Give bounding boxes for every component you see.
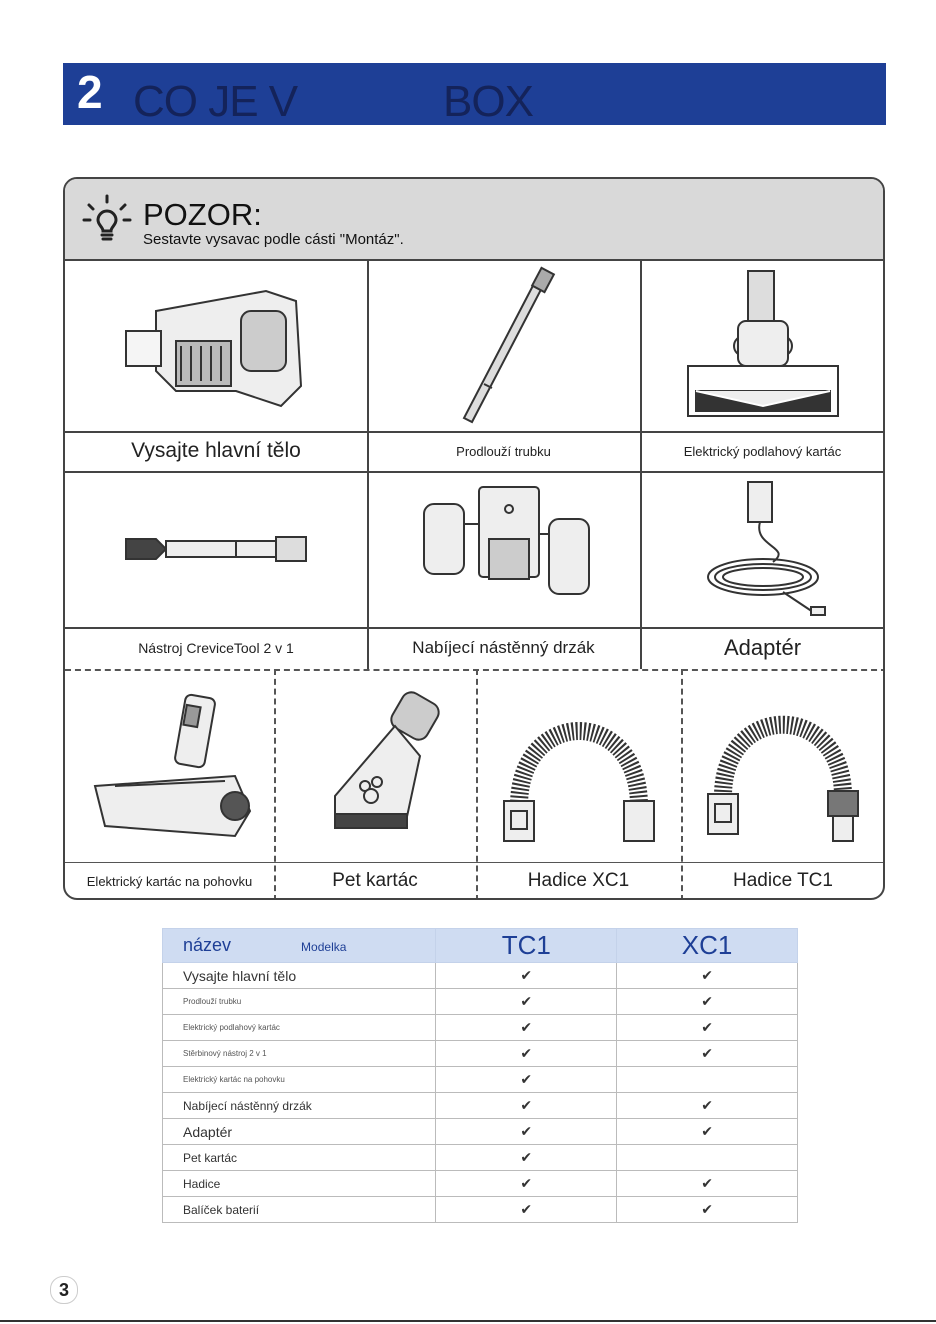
table-row	[163, 1145, 798, 1171]
table-row	[163, 1041, 798, 1067]
table-header-row	[163, 929, 798, 963]
extension-tube-icon	[367, 261, 640, 431]
section-banner	[63, 63, 886, 125]
row-name: Adaptér	[163, 1119, 436, 1145]
section-title-part2: BOX	[443, 77, 533, 126]
table-row	[163, 1197, 798, 1223]
table-row	[163, 1119, 798, 1145]
page-number: 3	[50, 1276, 78, 1304]
item-label: Prodlouží trubku	[456, 443, 551, 459]
check-xc1: ✔	[617, 963, 798, 989]
check-tc1: ✔	[436, 963, 617, 989]
section-title-part1: CO JE V	[133, 77, 298, 126]
check-tc1: ✔	[436, 1119, 617, 1145]
row-name: Hadice	[163, 1171, 436, 1197]
check-xc1: ✔	[617, 1171, 798, 1197]
check-xc1	[617, 1067, 798, 1093]
hose-tc1-icon	[681, 669, 885, 862]
notice-title: POZOR:	[143, 197, 262, 232]
row-name: Balíček baterií	[163, 1197, 436, 1223]
item-label: Nabíjecí nástěnný drzák	[412, 638, 595, 657]
notice-text: Sestavte vysavac podle cásti "Montáz".	[143, 231, 404, 248]
check-xc1: ✔	[617, 1015, 798, 1041]
check-tc1: ✔	[436, 1041, 617, 1067]
row-name: Vysajte hlavní tělo	[163, 963, 436, 989]
header-model-label: Modelka	[301, 940, 347, 954]
item-label: Nástroj CreviceTool 2 v 1	[138, 640, 294, 656]
header-model-xc1: XC1	[617, 929, 798, 963]
wall-mount-icon	[367, 471, 640, 627]
power-adapter-icon	[640, 471, 885, 627]
check-xc1	[617, 1145, 798, 1171]
row-name: Elektrický kartác na pohovku	[163, 1067, 436, 1093]
table-row	[163, 963, 798, 989]
row-name: Pet kartác	[163, 1145, 436, 1171]
header-cell-name	[163, 929, 436, 963]
check-xc1: ✔	[617, 1119, 798, 1145]
row-name: Stěrbinový nástroj 2 v 1	[163, 1041, 436, 1067]
hose-xc1-icon	[476, 669, 681, 862]
lightbulb-icon	[81, 193, 133, 250]
item-label: Elektrický kartác na pohovku	[86, 873, 253, 889]
check-tc1: ✔	[436, 1171, 617, 1197]
check-tc1: ✔	[436, 1015, 617, 1041]
page-bottom-rule	[0, 1320, 936, 1322]
table-row	[163, 989, 798, 1015]
check-xc1: ✔	[617, 989, 798, 1015]
item-label: Pet kartác	[332, 870, 418, 891]
item-label: Vysajte hlavní tělo	[131, 439, 301, 462]
header-name-label: název	[183, 935, 232, 955]
notice-bar	[65, 179, 883, 261]
check-tc1: ✔	[436, 1067, 617, 1093]
table-row	[163, 1067, 798, 1093]
row-name: Nabíjecí nástěnný drzák	[163, 1093, 436, 1119]
check-xc1: ✔	[617, 1093, 798, 1119]
sofa-brush-icon	[65, 669, 274, 862]
section-number: 2	[77, 66, 103, 118]
check-tc1: ✔	[436, 1093, 617, 1119]
check-xc1: ✔	[617, 1041, 798, 1067]
model-comparison-table	[162, 928, 798, 1223]
floor-brush-icon	[640, 261, 885, 431]
row-name: Elektrický podlahový kartác	[163, 1015, 436, 1041]
check-tc1: ✔	[436, 989, 617, 1015]
check-tc1: ✔	[436, 1145, 617, 1171]
item-label: Adaptér	[723, 635, 802, 660]
box-contents-panel	[63, 177, 885, 900]
check-tc1: ✔	[436, 1197, 617, 1223]
handheld-vacuum-icon	[65, 261, 367, 431]
item-label: Elektrický podlahový kartác	[683, 443, 842, 459]
header-model-tc1: TC1	[436, 929, 617, 963]
table-row	[163, 1171, 798, 1197]
check-xc1: ✔	[617, 1197, 798, 1223]
row-name: Prodlouží trubku	[163, 989, 436, 1015]
item-label: Hadice TC1	[733, 870, 833, 891]
table-row	[163, 1093, 798, 1119]
table-row	[163, 1015, 798, 1041]
crevice-tool-icon	[65, 471, 367, 627]
pet-brush-icon	[274, 669, 476, 862]
item-label: Hadice XC1	[527, 870, 630, 891]
